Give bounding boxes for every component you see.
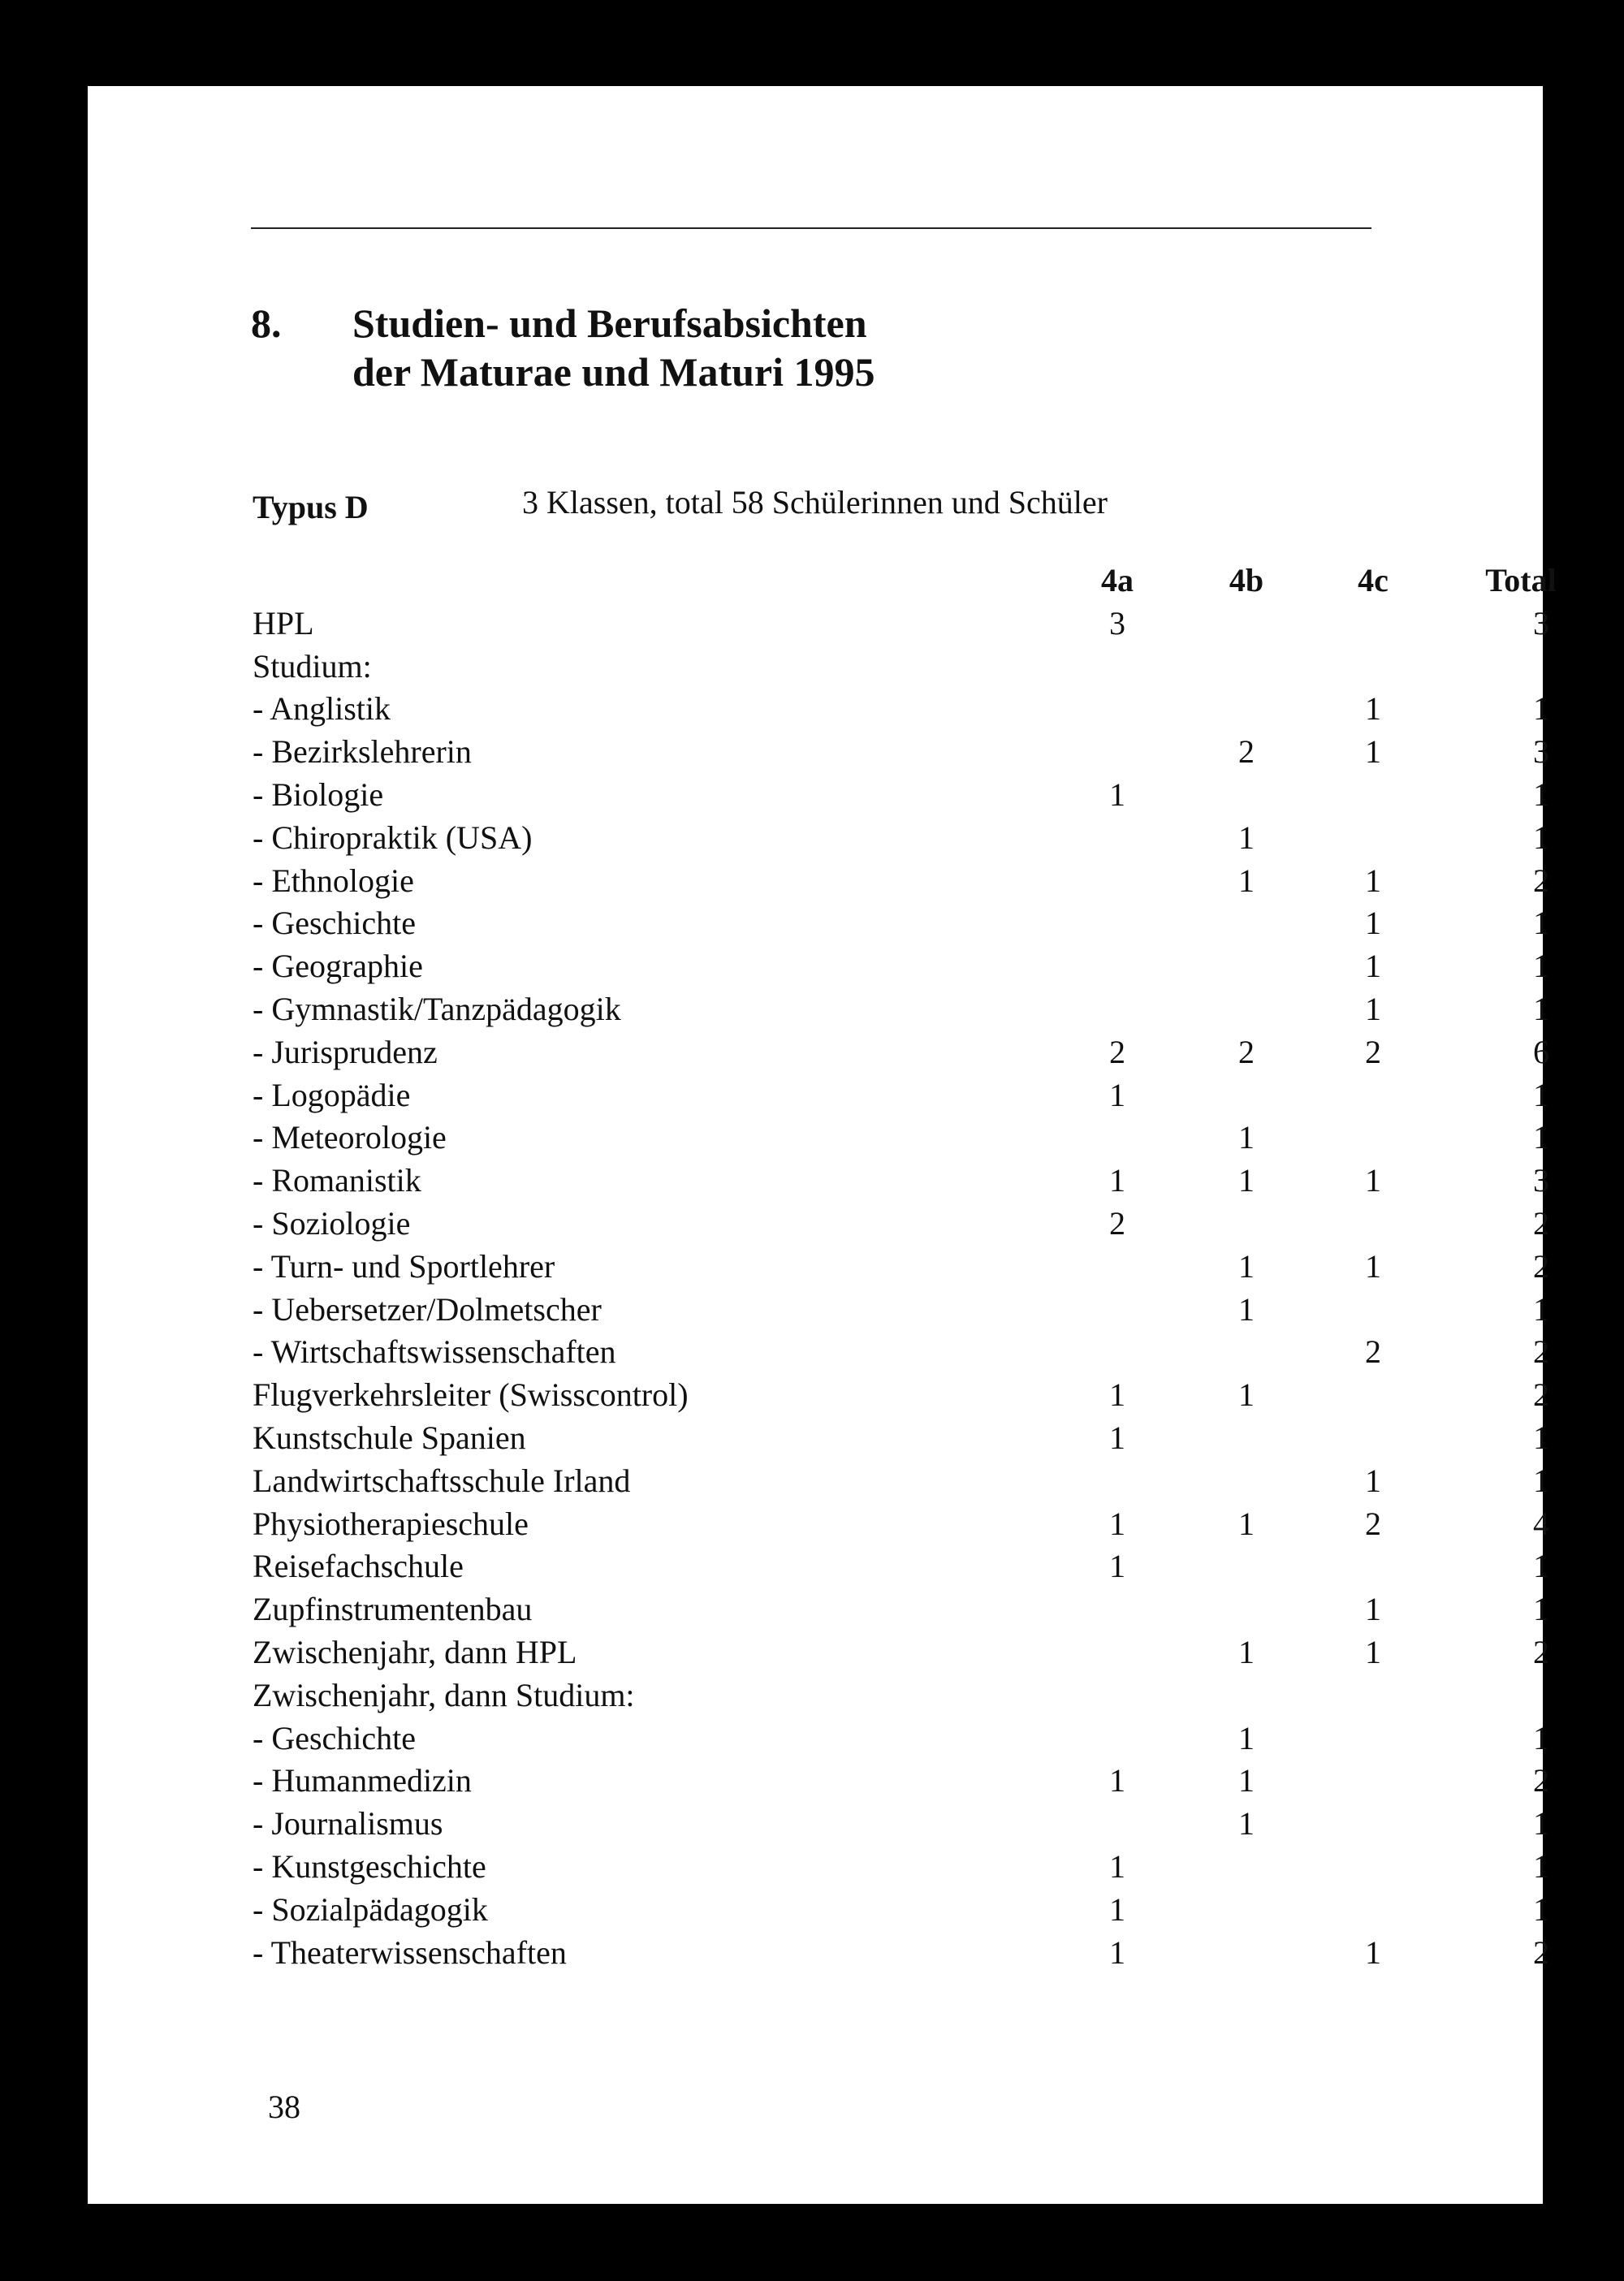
row-label: - Jurisprudenz bbox=[253, 1033, 438, 1070]
cell-total: 3 bbox=[1533, 1162, 1549, 1199]
cell-4a: 1 bbox=[1109, 1162, 1125, 1199]
document-page bbox=[88, 86, 1557, 2204]
table-row bbox=[253, 817, 1549, 860]
cell-4c: 2 bbox=[1365, 1033, 1381, 1070]
section-title-line-2: der Maturae und Maturi 1995 bbox=[352, 349, 875, 395]
cell-4b: 1 bbox=[1238, 1162, 1255, 1199]
cell-4c: 1 bbox=[1365, 990, 1381, 1027]
cell-total: 2 bbox=[1533, 1333, 1549, 1371]
table-row bbox=[253, 1503, 1549, 1546]
table-row bbox=[253, 1374, 1549, 1417]
table-row bbox=[253, 902, 1549, 945]
table-row bbox=[253, 1889, 1549, 1932]
cell-4c: 1 bbox=[1365, 1633, 1381, 1670]
cell-4a: 2 bbox=[1109, 1204, 1125, 1242]
cell-4b: 1 bbox=[1238, 1505, 1255, 1542]
cell-total: 1 bbox=[1533, 1890, 1549, 1928]
row-label: - Humanmedizin bbox=[253, 1762, 472, 1799]
cell-total: 3 bbox=[1533, 604, 1549, 642]
table-row bbox=[253, 731, 1549, 774]
cell-total: 1 bbox=[1533, 1591, 1549, 1628]
cell-4a: 1 bbox=[1109, 1847, 1125, 1885]
table-row bbox=[253, 1760, 1549, 1803]
table-row bbox=[253, 774, 1549, 817]
cell-4c: 1 bbox=[1365, 733, 1381, 771]
cell-4b: 1 bbox=[1238, 1119, 1255, 1156]
row-label: Kunstschule Spanien bbox=[253, 1419, 526, 1456]
table-body bbox=[253, 603, 1549, 1975]
table-row bbox=[253, 688, 1549, 731]
row-label: - Turn- und Sportlehrer bbox=[253, 1247, 555, 1285]
row-label: - Soziologie bbox=[253, 1204, 411, 1242]
cell-4c: 1 bbox=[1365, 1591, 1381, 1628]
section-title-line-1: Studien- und Berufsabsichten bbox=[352, 300, 867, 346]
cell-4a: 1 bbox=[1109, 1505, 1125, 1542]
cell-total: 1 bbox=[1533, 690, 1549, 728]
table-row bbox=[253, 1717, 1549, 1760]
cell-4a: 3 bbox=[1109, 604, 1125, 642]
row-label: - Kunstgeschichte bbox=[253, 1847, 486, 1885]
cell-4b: 2 bbox=[1238, 1033, 1255, 1070]
row-label: Zwischenjahr, dann Studium: bbox=[253, 1676, 635, 1713]
table-row bbox=[253, 646, 1471, 689]
cell-4c: 1 bbox=[1365, 1162, 1381, 1199]
table-row bbox=[253, 860, 1549, 903]
row-label: Landwirtschaftsschule Irland bbox=[253, 1462, 631, 1499]
cell-total: 1 bbox=[1533, 1462, 1549, 1499]
cell-4c: 1 bbox=[1365, 1933, 1381, 1971]
row-label: - Gymnastik/Tanzpädagogik bbox=[253, 990, 621, 1027]
cell-total: 1 bbox=[1533, 1847, 1549, 1885]
header-4c: 4c bbox=[1358, 562, 1389, 598]
table-row bbox=[253, 1031, 1549, 1074]
cell-total: 6 bbox=[1533, 1033, 1549, 1070]
cell-4a: 2 bbox=[1109, 1033, 1125, 1070]
cell-total: 3 bbox=[1533, 733, 1549, 771]
cell-4a: 1 bbox=[1109, 1890, 1125, 1928]
table-row bbox=[253, 1203, 1549, 1246]
cell-4b: 1 bbox=[1238, 1762, 1255, 1799]
cell-total: 1 bbox=[1533, 819, 1549, 856]
row-label: Zupfinstrumentenbau bbox=[253, 1591, 533, 1628]
cell-total: 1 bbox=[1533, 1076, 1549, 1113]
cell-4a: 1 bbox=[1109, 1419, 1125, 1456]
cell-total: 4 bbox=[1533, 1505, 1549, 1542]
cell-total: 1 bbox=[1533, 775, 1549, 813]
table-row bbox=[253, 1631, 1549, 1674]
cell-4b: 1 bbox=[1238, 1247, 1255, 1285]
row-label: - Sozialpädagogik bbox=[253, 1890, 488, 1928]
table-row bbox=[253, 945, 1549, 988]
cell-total: 1 bbox=[1533, 1290, 1549, 1328]
row-label: - Anglistik bbox=[253, 690, 391, 728]
cell-total: 2 bbox=[1533, 862, 1549, 899]
table-row bbox=[253, 1803, 1549, 1846]
cell-total: 2 bbox=[1533, 1204, 1549, 1242]
cell-4b: 2 bbox=[1238, 733, 1255, 771]
cell-total: 2 bbox=[1533, 1762, 1549, 1799]
section-title bbox=[352, 299, 875, 396]
cell-total: 1 bbox=[1533, 990, 1549, 1027]
cell-4c: 1 bbox=[1365, 905, 1381, 942]
row-label: - Theaterwissenschaften bbox=[253, 1933, 567, 1971]
cell-4c: 1 bbox=[1365, 948, 1381, 985]
row-label: - Geschichte bbox=[253, 905, 417, 942]
cell-total: 1 bbox=[1533, 905, 1549, 942]
cell-total: 1 bbox=[1533, 1419, 1549, 1456]
cell-total: 1 bbox=[1533, 948, 1549, 985]
cell-4b: 1 bbox=[1238, 1633, 1255, 1670]
cell-4c: 1 bbox=[1365, 1247, 1381, 1285]
cell-4b: 1 bbox=[1238, 819, 1255, 856]
row-label: Physiotherapieschule bbox=[253, 1505, 529, 1542]
row-label: Reisefachschule bbox=[253, 1548, 464, 1585]
table-row bbox=[253, 1074, 1549, 1117]
table-row bbox=[253, 1545, 1549, 1588]
table-row bbox=[253, 988, 1549, 1031]
row-label: - Chiropraktik (USA) bbox=[253, 819, 533, 856]
row-label: - Wirtschaftswissenschaften bbox=[253, 1333, 616, 1371]
cell-total: 2 bbox=[1533, 1633, 1549, 1670]
cell-4c: 1 bbox=[1365, 690, 1381, 728]
table-row bbox=[253, 1674, 1471, 1717]
table-row bbox=[253, 1460, 1549, 1503]
cell-4a: 1 bbox=[1109, 1762, 1125, 1799]
cell-4a: 1 bbox=[1109, 775, 1125, 813]
table-row bbox=[253, 1331, 1549, 1374]
header-total: Total bbox=[1485, 562, 1557, 598]
cell-4a: 1 bbox=[1109, 1548, 1125, 1585]
intentions-table bbox=[253, 559, 1557, 1974]
cell-4a: 1 bbox=[1109, 1076, 1125, 1113]
cell-total: 2 bbox=[1533, 1376, 1549, 1414]
table-row bbox=[253, 1846, 1549, 1889]
cell-total: 2 bbox=[1533, 1247, 1549, 1285]
top-rule bbox=[251, 227, 1371, 229]
row-label: - Geographie bbox=[253, 948, 423, 985]
cell-4c: 2 bbox=[1365, 1505, 1381, 1542]
cell-4c: 1 bbox=[1365, 862, 1381, 899]
row-label: Studium: bbox=[253, 647, 372, 685]
cell-4a: 1 bbox=[1109, 1376, 1125, 1414]
page-number: 38 bbox=[268, 2089, 300, 2125]
row-label: - Romanistik bbox=[253, 1162, 421, 1199]
cell-4c: 2 bbox=[1365, 1333, 1381, 1371]
row-label: - Ethnologie bbox=[253, 862, 414, 899]
table-row bbox=[253, 1246, 1549, 1289]
cell-total: 1 bbox=[1533, 1548, 1549, 1585]
row-label: - Geschichte bbox=[253, 1719, 417, 1756]
row-label: - Logopädie bbox=[253, 1076, 411, 1113]
table-row bbox=[253, 1117, 1549, 1160]
cell-4c: 1 bbox=[1365, 1462, 1381, 1499]
cell-4b: 1 bbox=[1238, 1719, 1255, 1756]
table-row bbox=[253, 1160, 1549, 1203]
header-4b: 4b bbox=[1229, 562, 1264, 598]
cell-4a: 1 bbox=[1109, 1933, 1125, 1971]
cell-total: 1 bbox=[1533, 1719, 1549, 1756]
typus-description: 3 Klassen, total 58 Schülerinnen und Schüler bbox=[522, 484, 1108, 521]
cell-total: 1 bbox=[1533, 1119, 1549, 1156]
row-label: - Journalismus bbox=[253, 1805, 443, 1843]
row-label: - Biologie bbox=[253, 775, 384, 813]
cell-4b: 1 bbox=[1238, 862, 1255, 899]
row-label: - Uebersetzer/Dolmetscher bbox=[253, 1290, 602, 1328]
row-label: - Meteorologie bbox=[253, 1119, 447, 1156]
table-row bbox=[253, 1588, 1549, 1631]
cell-total: 1 bbox=[1533, 1805, 1549, 1843]
cell-total: 2 bbox=[1533, 1933, 1549, 1971]
cell-4b: 1 bbox=[1238, 1805, 1255, 1843]
table-row bbox=[253, 1417, 1549, 1460]
table-row bbox=[253, 1289, 1549, 1332]
row-label: HPL bbox=[253, 604, 314, 642]
row-label: - Bezirkslehrerin bbox=[253, 733, 472, 771]
table-row bbox=[253, 1932, 1549, 1975]
header-4a: 4a bbox=[1101, 562, 1134, 598]
cell-4b: 1 bbox=[1238, 1290, 1255, 1328]
row-label: Zwischenjahr, dann HPL bbox=[253, 1633, 577, 1670]
typus-label: Typus D bbox=[253, 489, 369, 525]
table-header-row bbox=[253, 559, 1557, 603]
cell-4b: 1 bbox=[1238, 1376, 1255, 1414]
table-row bbox=[253, 603, 1549, 646]
section-number: 8. bbox=[251, 300, 282, 346]
row-label: Flugverkehrsleiter (Swisscontrol) bbox=[253, 1376, 689, 1414]
